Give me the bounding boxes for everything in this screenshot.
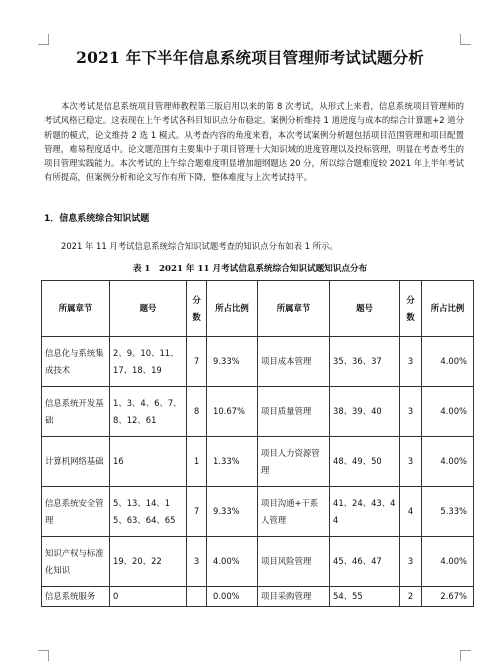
header-ratio: 所占比例 <box>207 281 258 337</box>
cell-chapter: 项目采购管理 <box>258 587 330 607</box>
cell-chapter: 项目人力资源管理 <box>258 437 330 487</box>
cell-questions: 5、13、14、15、63、64、65 <box>110 487 187 537</box>
table-row <box>42 437 474 487</box>
cell-chapter: 信息系统服务 <box>42 587 110 607</box>
cell-ratio: 5.33% <box>422 487 474 537</box>
table-caption: 表 1 2021 年 11 月考试信息系统综合知识试题知识点分布 <box>132 264 368 274</box>
corner-mark-bottom-right <box>460 650 471 661</box>
corner-mark-top-right <box>460 34 471 45</box>
cell-ratio: 0.00% <box>207 587 258 607</box>
table-row <box>42 337 474 387</box>
cell-count: 3 <box>400 537 422 587</box>
cell-count: 3 <box>400 387 422 437</box>
cell-count: 7 <box>187 487 207 537</box>
table-row <box>42 537 474 587</box>
table-row <box>42 487 474 537</box>
cell-chapter: 知识产权与标准化知识 <box>42 537 110 587</box>
table-row <box>42 387 474 437</box>
cell-ratio: 4.00% <box>422 537 474 587</box>
cell-questions: 48、49、50 <box>330 437 400 487</box>
header-count: 分数 <box>400 281 422 337</box>
cell-chapter: 计算机网络基础 <box>42 437 110 487</box>
cell-chapter: 信息系统安全管理 <box>42 487 110 537</box>
header-ratio: 所占比例 <box>422 281 474 337</box>
table-row <box>42 587 474 607</box>
cell-ratio: 9.33% <box>207 337 258 387</box>
cell-ratio: 4.00% <box>422 437 474 487</box>
cell-questions: 2、9、10、11、17、18、19 <box>110 337 187 387</box>
cell-questions: 1、3、4、6、7、8、12、61 <box>110 387 187 437</box>
cell-questions: 16 <box>110 437 187 487</box>
cell-count: 8 <box>187 387 207 437</box>
cell-count: 3 <box>187 537 207 587</box>
header-questions: 题号 <box>110 281 187 337</box>
cell-count: 7 <box>187 337 207 387</box>
cell-ratio: 4.00% <box>422 337 474 387</box>
cell-chapter: 信息化与系统集成技术 <box>42 337 110 387</box>
knowledge-point-table <box>41 280 474 607</box>
cell-ratio: 2.67% <box>422 587 474 607</box>
cell-count <box>187 587 207 607</box>
cell-ratio: 9.33% <box>207 487 258 537</box>
cell-chapter: 信息系统开发基础 <box>42 387 110 437</box>
cell-count: 4 <box>400 487 422 537</box>
cell-questions: 0 <box>110 587 187 607</box>
cell-questions: 41、24、43、44 <box>330 487 400 537</box>
cell-chapter: 项目质量管理 <box>258 387 330 437</box>
section-heading: 1．信息系统综合知识试题 <box>44 214 150 224</box>
cell-questions: 38、39、40 <box>330 387 400 437</box>
cell-count: 3 <box>400 337 422 387</box>
cell-ratio: 1.33% <box>207 437 258 487</box>
cell-count: 3 <box>400 437 422 487</box>
header-chapter: 所属章节 <box>42 281 110 337</box>
page-title: 2021 年下半年信息系统项目管理师考试试题分析 <box>76 48 424 67</box>
cell-chapter: 项目沟通+干系人管理 <box>258 487 330 537</box>
cell-questions: 19、20、22 <box>110 537 187 587</box>
section-lead-text: 2021 年 11 月考试信息系统综合知识试题考查的知识点分布如表 1 所示。 <box>61 241 338 251</box>
header-questions: 题号 <box>330 281 400 337</box>
cell-count: 1 <box>187 437 207 487</box>
cell-questions: 45、46、47 <box>330 537 400 587</box>
header-count: 分数 <box>187 281 207 337</box>
corner-mark-bottom-left <box>38 650 49 661</box>
cell-chapter: 项目成本管理 <box>258 337 330 387</box>
cell-ratio: 4.00% <box>422 387 474 437</box>
cell-ratio: 10.67% <box>207 387 258 437</box>
cell-ratio: 4.00% <box>207 537 258 587</box>
cell-chapter: 项目风险管理 <box>258 537 330 587</box>
table-header-row <box>42 281 474 337</box>
cell-questions: 54、55 <box>330 587 400 607</box>
cell-count: 2 <box>400 587 422 607</box>
corner-mark-top-left <box>38 34 49 45</box>
cell-questions: 35、36、37 <box>330 337 400 387</box>
intro-paragraph: 本次考试是信息系统项目管理师教程第三版启用以来的第 8 次考试，从形式上来看，信息系统项目管理师的考试风格已稳定。这表现在上午考试各科目知识点分布稳定。案例分析维持 1 道进度与成本的综合计算题+2 道分析题的模式，论文维持 2 选 1 模式。从考查内容的角度来看，本次考试案例分析题包括项目范围管理和项目配置管理，难易程度适中。论文题范围有主要集中于项目管理十大知识域的进度管理以及投标管理，明显在考查考生的项目管理实践能力。本次考试的上午综合题难度明显增加超纲题达 20 分，所以综合题难度较 2021 年上半年考试有所提高，但案例分析和论文写作有所下降，整体难度与上次考试持平。 <box>44 101 464 183</box>
header-chapter: 所属章节 <box>258 281 330 337</box>
